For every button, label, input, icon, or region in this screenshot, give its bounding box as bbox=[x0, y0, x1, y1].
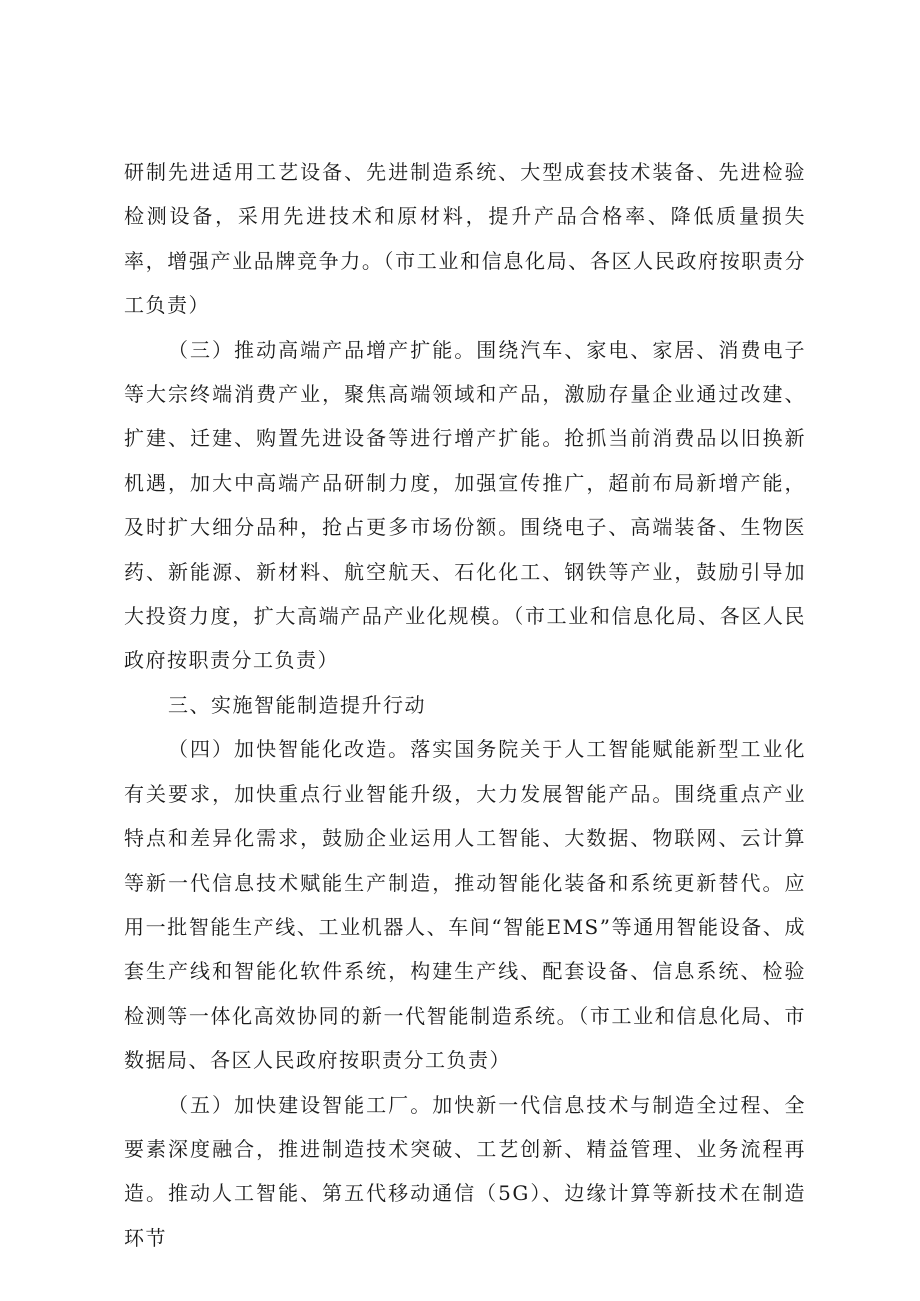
paragraph-section-5: （五）加快建设智能工厂。加快新一代信息技术与制造全过程、全要素深度融合，推进制造技术突破、工艺创新、精益管理、业务流程再造。推动人工智能、第五代移动通信（5G）、边缘计算等新技术在制造环节 bbox=[124, 1092, 806, 1250]
section-heading: 三、实施智能制造提升行动 bbox=[168, 692, 426, 717]
paragraph-section-3: （三）推动高端产品增产扩能。围绕汽车、家电、家居、消费电子等大宗终端消费产业，聚焦高端领域和产品，激励存量企业通过改建、扩建、迁建、购置先进设备等进行增产扩能。抢抓当前消费品以旧换新机遇，加大中高端产品研制力度，加强宣传推广，超前布局新增产能，及时扩大细分品种，抢占更多市场份额。围绕电子、高端装备、生物医药、新能源、新材料、航空航天、石化化工、钢铁等产业，鼓励引导加大投资力度，扩大高端产品产业化规模。（市工业和信息化局、各区人民政府按职责分工负责） bbox=[124, 337, 806, 673]
document-body bbox=[124, 150, 806, 1260]
paragraph-section-4: （四）加快智能化改造。落实国务院关于人工智能赋能新型工业化有关要求，加快重点行业智能升级，大力发展智能产品。围绕重点产业特点和差异化需求，鼓励企业运用人工智能、大数据、物联网、云计算等新一代信息技术赋能生产制造，推动智能化装备和系统更新替代。应用一批智能生产线、工业机器人、车间“智能EMS”等通用智能设备、成套生产线和智能化软件系统，构建生产线、配套设备、信息系统、检验检测等一体化高效协同的新一代智能制造系统。（市工业和信息化局、市数据局、各区人民政府按职责分工负责） bbox=[124, 737, 806, 1073]
paragraph-continued: 研制先进适用工艺设备、先进制造系统、大型成套技术装备、先进检验检测设备，采用先进技术和原材料，提升产品合格率、降低质量损失率，增强产业品牌竞争力。（市工业和信息化局、各区人民政府按职责分工负责） bbox=[124, 160, 806, 318]
